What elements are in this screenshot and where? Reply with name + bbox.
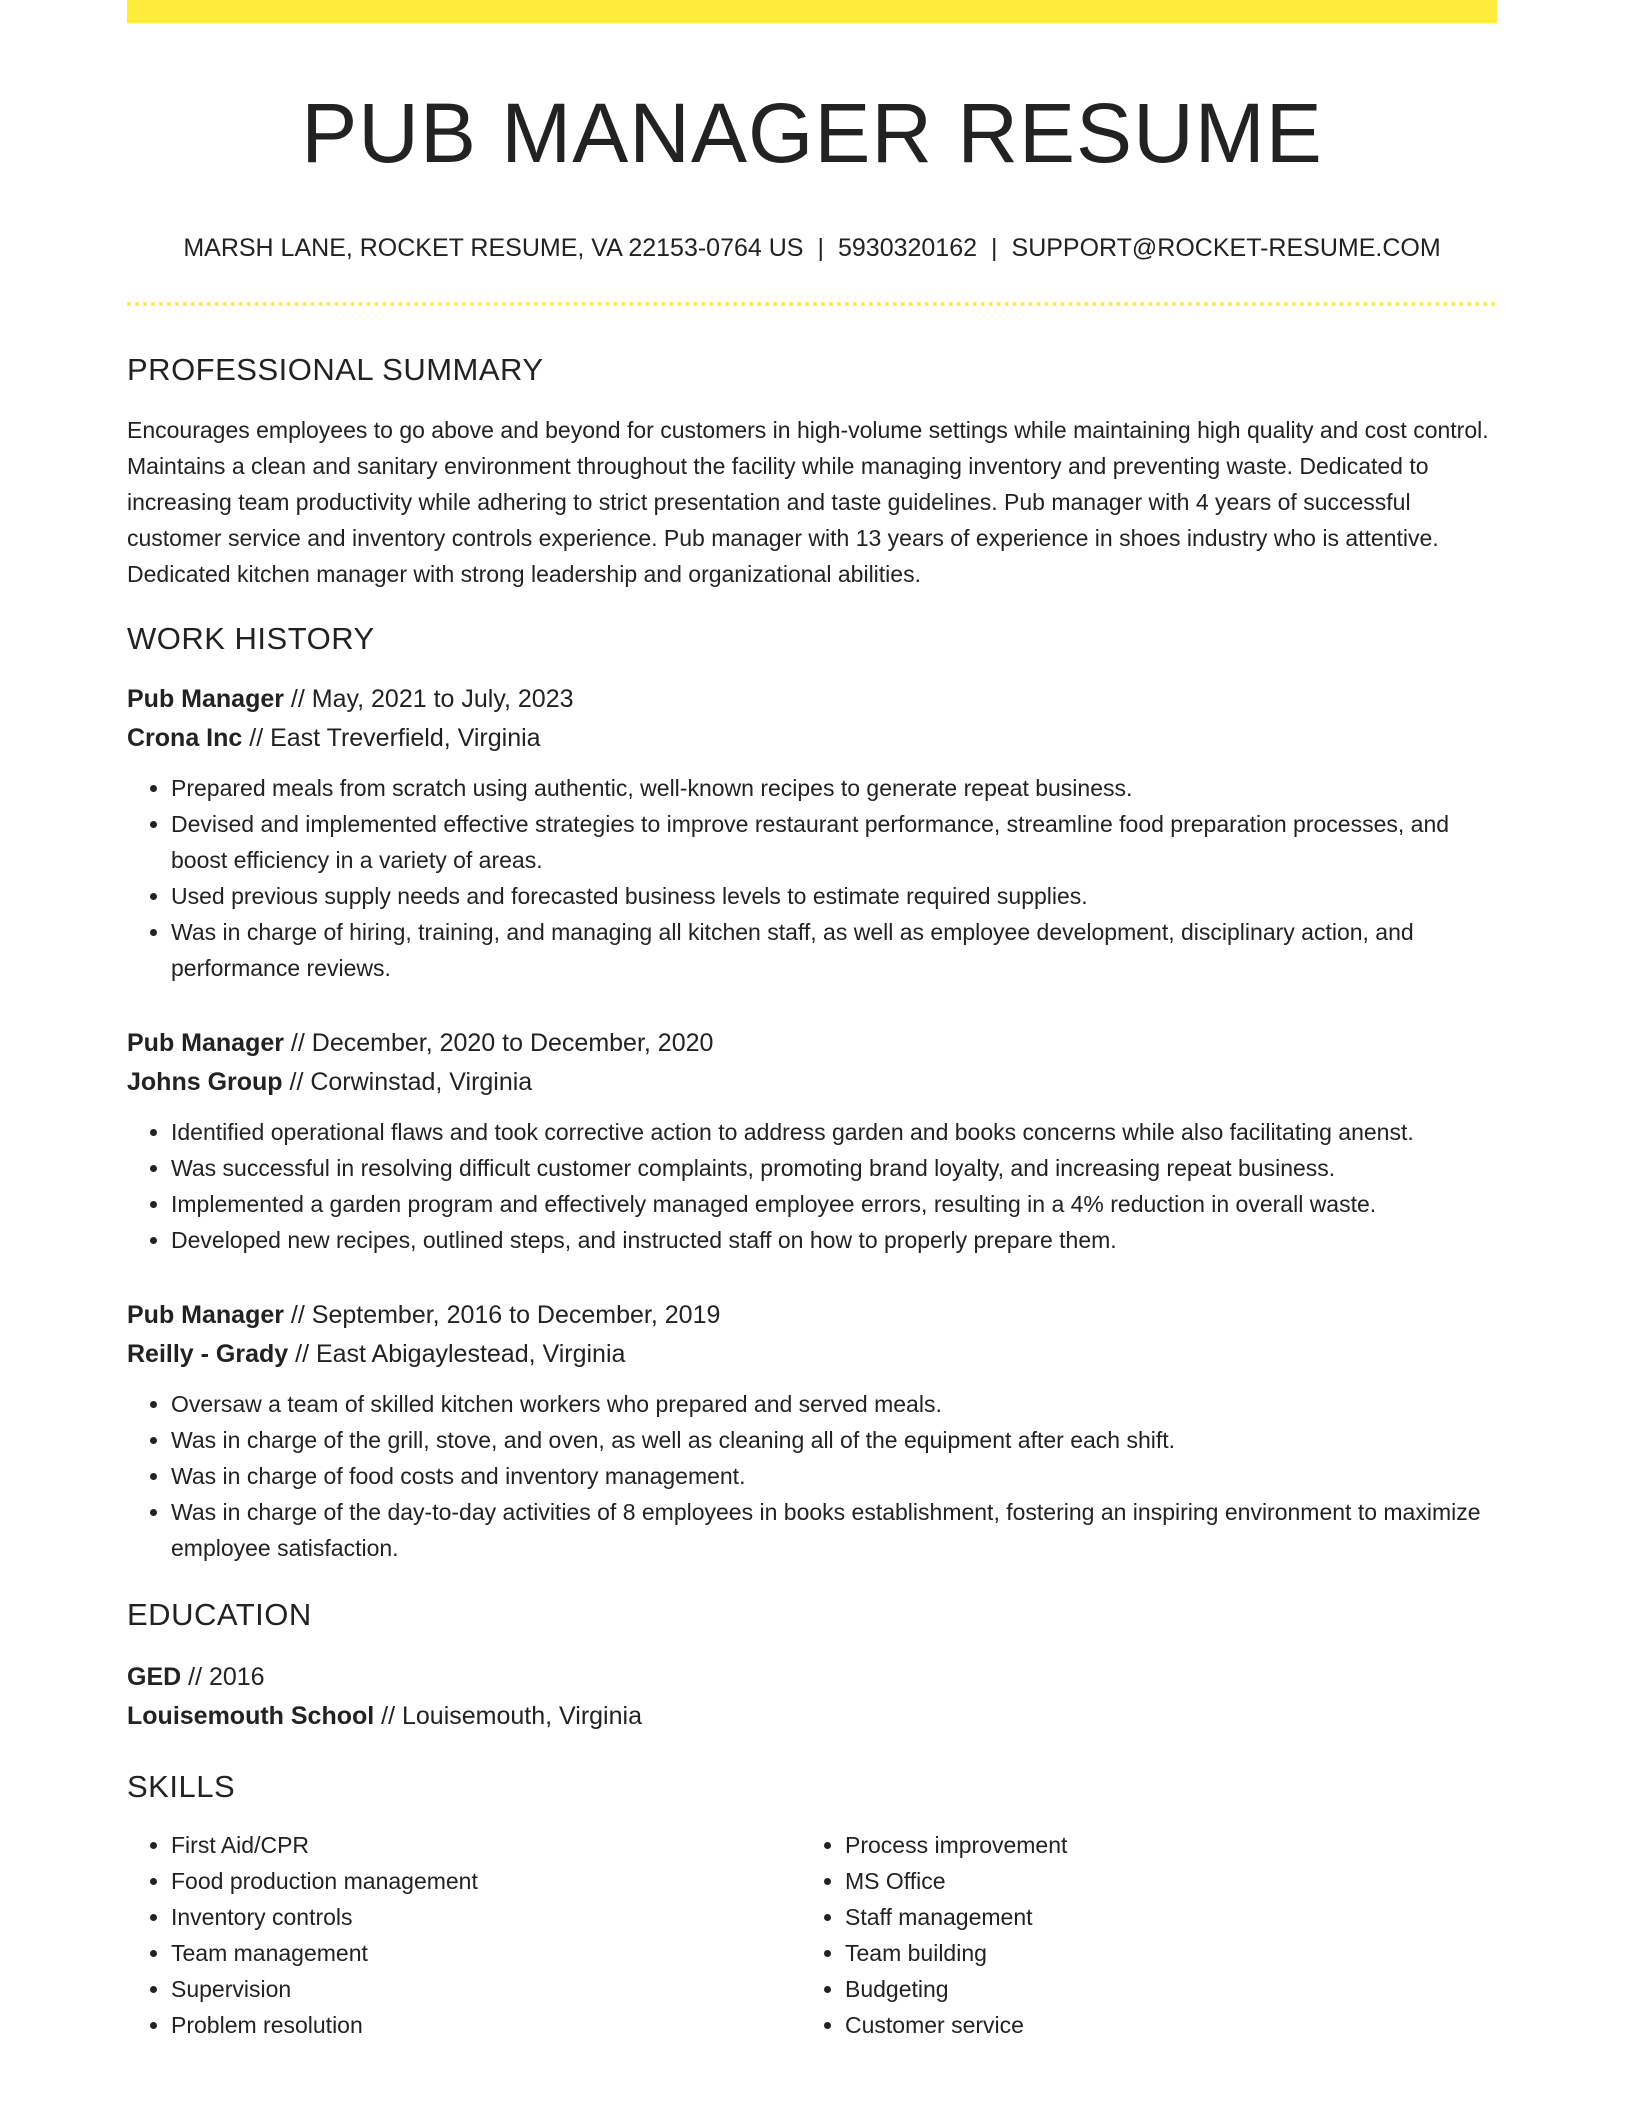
job-company-line — [127, 1063, 1497, 1102]
education-year: // 2016 — [181, 1662, 265, 1691]
job-company-line — [127, 719, 1497, 758]
summary-heading: PROFESSIONAL SUMMARY — [127, 352, 544, 387]
job-company-line — [127, 1335, 1497, 1374]
job-location: // East Abigaylestead, Virginia — [288, 1340, 626, 1369]
job-company: Johns Group — [127, 1068, 283, 1097]
contact-email: SUPPORT@ROCKET-RESUME.COM — [1011, 234, 1441, 262]
job-dates: // September, 2016 to December, 2019 — [283, 1301, 721, 1330]
job-entry — [127, 680, 1497, 986]
skill-item: • Food production management — [171, 1863, 801, 1899]
job-role-line — [127, 1296, 1497, 1335]
job-bullet: • Developed new recipes, outlined steps, and instructed staff on how to properly prepare them. — [171, 1222, 1497, 1258]
job-location: // Corwinstad, Virginia — [282, 1068, 533, 1097]
job-role: Pub Manager — [127, 1029, 284, 1058]
job-bullets — [127, 770, 1497, 986]
job-entry — [127, 1296, 1497, 1566]
job-bullet: • Was in charge of the day-to-day activities of 8 employees in books establishment, fostering an inspiring environment to maximize employee satisfaction. — [171, 1494, 1497, 1566]
education-location: // Louisemouth, Virginia — [374, 1701, 642, 1730]
resume-page — [127, 0, 1497, 2043]
job-company: Reilly - Grady — [127, 1340, 289, 1369]
contact-line — [127, 233, 1497, 263]
dotted-divider — [127, 302, 1497, 306]
education-school: Louisemouth School — [127, 1701, 375, 1730]
resume-title: PUB MANAGER RESUME — [301, 86, 1323, 180]
skills-column-right — [801, 1827, 1475, 2043]
job-dates: // December, 2020 to December, 2020 — [283, 1029, 714, 1058]
skill-item: • Customer service — [845, 2007, 1475, 2043]
contact-address: MARSH LANE, ROCKET RESUME, VA 22153-0764 US — [183, 234, 804, 262]
job-bullet: • Was successful in resolving difficult customer complaints, promoting brand loyalty, and increasing repeat business. — [171, 1150, 1497, 1186]
job-location: // East Treverfield, Virginia — [242, 724, 541, 753]
skill-item: • Inventory controls — [171, 1899, 801, 1935]
accent-bar — [127, 0, 1497, 23]
job-bullet: • Was in charge of the grill, stove, and oven, as well as cleaning all of the equipment after each shift. — [171, 1422, 1497, 1458]
contact-phone: 5930320162 — [837, 234, 978, 262]
job-role-line — [127, 1024, 1497, 1063]
job-bullets — [127, 1386, 1497, 1566]
job-company: Crona Inc — [127, 724, 243, 753]
job-dates: // May, 2021 to July, 2023 — [283, 685, 574, 714]
job-bullet: • Used previous supply needs and forecasted business levels to estimate required supplies. — [171, 878, 1497, 914]
job-bullets — [127, 1114, 1497, 1258]
skill-item: • Process improvement — [845, 1827, 1475, 1863]
skill-item: • Team management — [171, 1935, 801, 1971]
skill-item: • MS Office — [845, 1863, 1475, 1899]
job-role-line — [127, 680, 1497, 719]
skill-item: • Problem resolution — [171, 2007, 801, 2043]
summary-text: Encourages employees to go above and beyond for customers in high-volume settings while maintaining high quality and cost control. Maintains a clean and sanitary environment throughout the facility while managing inventory and preventing waste. Dedicated to increasing team productivity while adhering to strict presentation and taste guidelines. Pub manager with 4 years of successful customer service and inventory controls experience. Pub manager with 13 years of experience in shoes industry who is attentive. Dedicated kitchen manager with strong leadership and organizational abilities. — [127, 417, 1489, 588]
skills-heading: SKILLS — [127, 1768, 236, 1804]
job-bullet: • Prepared meals from scratch using authentic, well-known recipes to generate repeat business. — [171, 770, 1497, 806]
job-role: Pub Manager — [127, 685, 284, 714]
job-bullet: • Oversaw a team of skilled kitchen workers who prepared and served meals. — [171, 1386, 1497, 1422]
skill-item: • Budgeting — [845, 1971, 1475, 2007]
education-degree-line — [127, 1658, 1497, 1697]
skill-item: • Team building — [845, 1935, 1475, 1971]
education-heading: EDUCATION — [127, 1597, 312, 1633]
skill-item: • Staff management — [845, 1899, 1475, 1935]
education-school-line — [127, 1697, 1497, 1736]
job-bullet: • Identified operational flaws and took corrective action to address garden and books concerns while also facilitating anenst. — [171, 1114, 1497, 1150]
skills-list — [127, 1827, 1497, 2043]
job-bullet: • Was in charge of food costs and inventory management. — [171, 1458, 1497, 1494]
contact-separator: | — [817, 234, 824, 262]
work-history-heading: WORK HISTORY — [127, 621, 375, 657]
education-entry — [127, 1658, 1497, 1736]
job-entry — [127, 1024, 1497, 1258]
job-bullet: • Was in charge of hiring, training, and managing all kitchen staff, as well as employee development, disciplinary action, and performance reviews. — [171, 914, 1497, 986]
skill-item: • First Aid/CPR — [171, 1827, 801, 1863]
job-bullet: • Implemented a garden program and effectively managed employee errors, resulting in a 4% reduction in overall waste. — [171, 1186, 1497, 1222]
job-bullet: • Devised and implemented effective strategies to improve restaurant performance, streamline food preparation processes, and boost efficiency in a variety of areas. — [171, 806, 1497, 878]
contact-separator: | — [991, 234, 998, 262]
education-degree: GED — [127, 1662, 182, 1691]
skill-item: • Supervision — [171, 1971, 801, 2007]
skills-column-left — [127, 1827, 801, 2043]
job-role: Pub Manager — [127, 1301, 284, 1330]
